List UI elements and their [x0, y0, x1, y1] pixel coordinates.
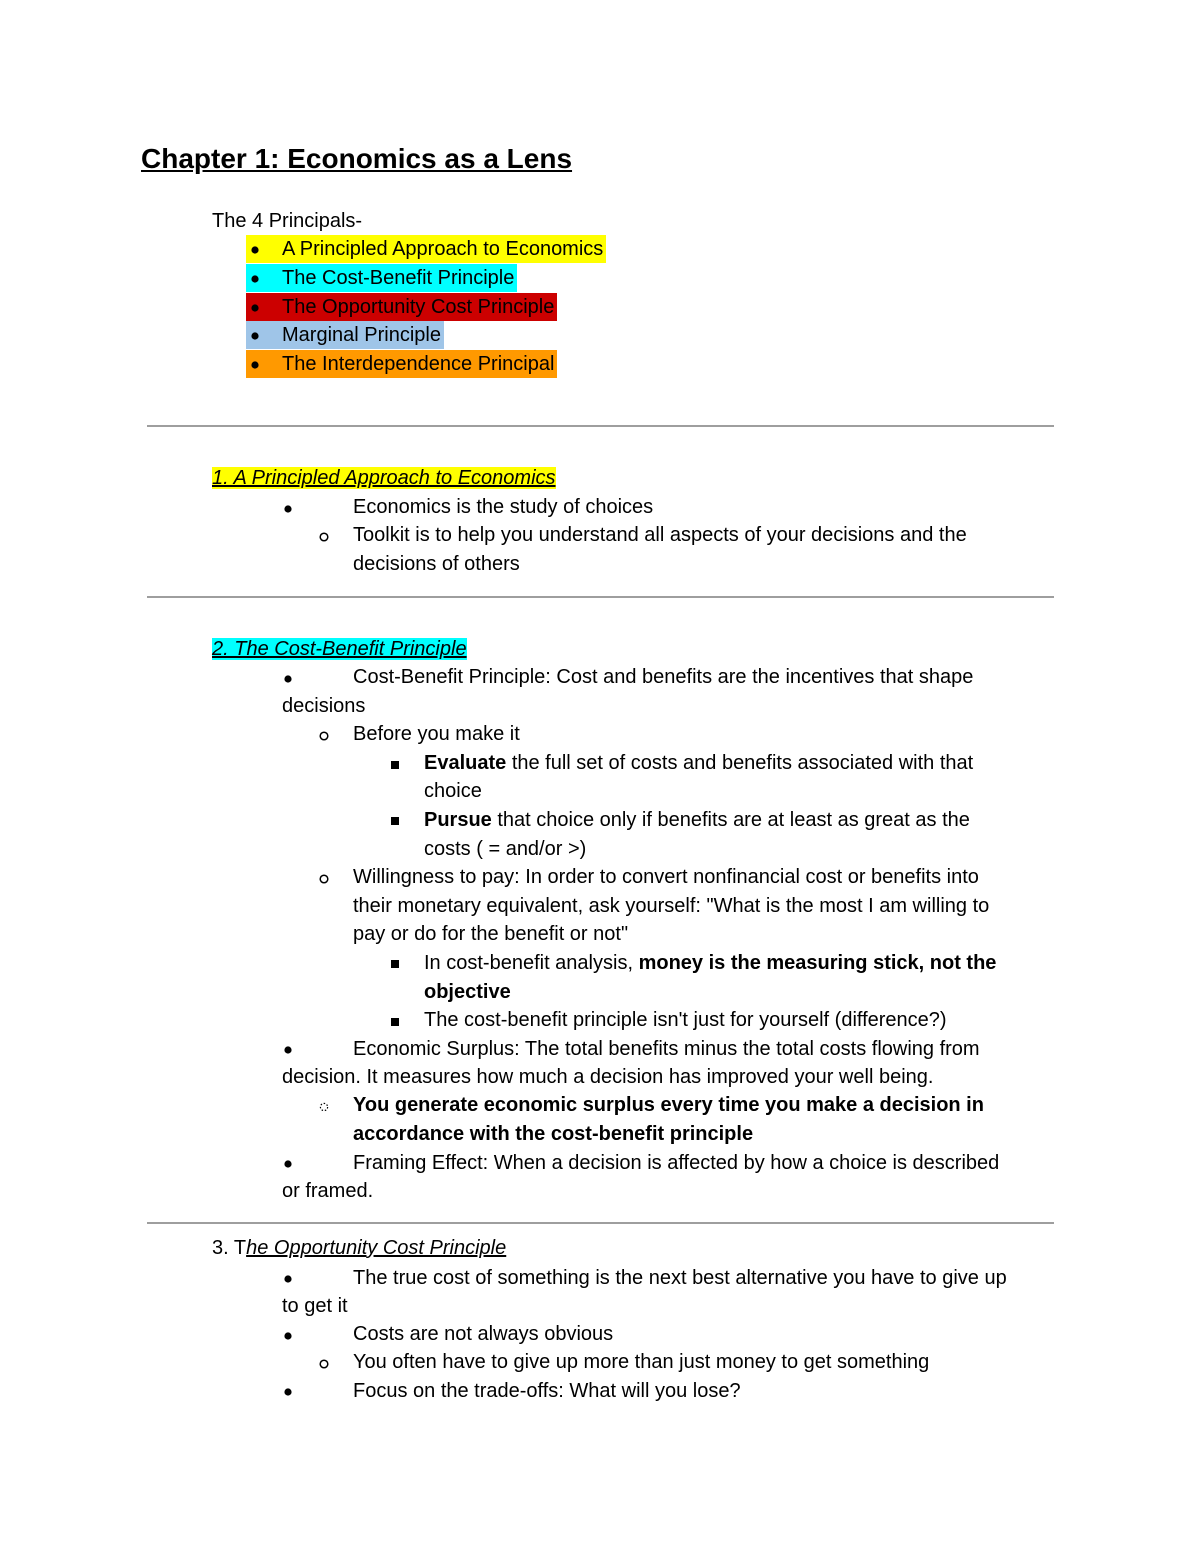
- list-item: Willingness to pay: In order to convert nonfinancial cost or benefits into: [353, 866, 979, 888]
- hollow-bullet-icon: [319, 1359, 329, 1369]
- divider: [147, 1222, 1054, 1224]
- principle-item-label: A Principled Approach to Economics: [282, 238, 604, 260]
- bold-text: Evaluate: [424, 752, 507, 774]
- filled-bullet-icon: [250, 331, 260, 341]
- text: the full set of costs and benefits associated with that: [506, 752, 974, 774]
- list-item: You often have to give up more than just money to get something: [353, 1351, 930, 1373]
- list-item-continued: costs ( = and/or >): [424, 838, 587, 860]
- text: In cost-benefit analysis,: [424, 952, 639, 974]
- principle-item-3: [246, 293, 557, 321]
- list-item: Costs are not always obvious: [353, 1323, 614, 1345]
- list-item-continued: pay or do for the benefit or not": [353, 923, 629, 945]
- principle-item-1: [246, 235, 606, 263]
- filled-bullet-icon: [283, 504, 293, 514]
- list-item-continued: decision. It measures how much a decision has improved your well being.: [282, 1066, 934, 1088]
- list-item: [424, 749, 973, 777]
- list-item: Before you make it: [353, 723, 520, 745]
- list-item: [424, 949, 996, 977]
- section-1-heading: [212, 464, 556, 492]
- square-bullet-icon: [390, 816, 400, 826]
- list-item: Toolkit is to help you understand all aspects of your decisions and the: [353, 524, 967, 546]
- principle-item-label: Marginal Principle: [282, 324, 441, 346]
- bold-text: money is the measuring stick, not the: [638, 952, 997, 974]
- section-2-heading: [212, 635, 467, 663]
- filled-bullet-icon: [250, 303, 260, 313]
- list-item-continued: their monetary equivalent, ask yourself: "What is the most I am willing to: [353, 895, 990, 917]
- list-item-continued: [424, 978, 511, 1006]
- bold-text: Pursue: [424, 809, 492, 831]
- filled-bullet-icon: [283, 1159, 293, 1169]
- filled-bullet-icon: [283, 674, 293, 684]
- filled-bullet-icon: [283, 1331, 293, 1341]
- bold-text: objective: [424, 981, 511, 1003]
- list-item-continued: decisions: [282, 695, 366, 717]
- list-item: The cost-benefit principle isn't just for yourself (difference?): [424, 1009, 947, 1031]
- filled-bullet-icon: [283, 1045, 293, 1055]
- list-item-continued: or framed.: [282, 1180, 374, 1202]
- dotted-bullet-icon: [319, 1102, 329, 1112]
- principle-item-label: The Interdependence Principal: [282, 353, 555, 375]
- hollow-bullet-icon: [319, 532, 329, 542]
- filled-bullet-icon: [250, 274, 260, 284]
- list-item-continued: decisions of others: [353, 553, 520, 575]
- list-item: [424, 806, 970, 834]
- hollow-bullet-icon: [319, 731, 329, 741]
- bold-text: accordance with the cost-benefit principle: [353, 1123, 754, 1145]
- principles-label: The 4 Principals-: [212, 210, 363, 232]
- page-title: Chapter 1: Economics as a Lens: [141, 143, 573, 174]
- list-item: Focus on the trade-offs: What will you lose?: [353, 1380, 741, 1402]
- square-bullet-icon: [390, 1017, 400, 1027]
- principle-item-4: [246, 321, 444, 349]
- heading-prefix: 3. T: [212, 1237, 247, 1259]
- divider: [147, 425, 1054, 427]
- filled-bullet-icon: [283, 1274, 293, 1284]
- list-item-continued: to get it: [282, 1295, 348, 1317]
- principle-item-label: The Cost-Benefit Principle: [282, 267, 515, 289]
- square-bullet-icon: [390, 959, 400, 969]
- bold-text: You generate economic surplus every time you make a decision in: [353, 1094, 984, 1116]
- list-item-continued: choice: [424, 780, 482, 802]
- filled-bullet-icon: [250, 360, 260, 370]
- section-2-heading-text: 2. The Cost-Benefit Principle: [212, 638, 467, 660]
- divider: [147, 596, 1054, 598]
- heading-rest: he Opportunity Cost Principle: [246, 1237, 507, 1259]
- section-1-heading-text: 1. A Principled Approach to Economics: [212, 467, 556, 489]
- principle-item-2: [246, 264, 517, 292]
- principle-item-label: The Opportunity Cost Principle: [282, 296, 555, 318]
- list-item: [353, 1091, 984, 1119]
- list-item: Cost-Benefit Principle: Cost and benefits are the incentives that shape: [353, 666, 974, 688]
- filled-bullet-icon: [283, 1387, 293, 1397]
- square-bullet-icon: [390, 760, 400, 770]
- section-3-heading: [212, 1234, 506, 1262]
- list-item: Economics is the study of choices: [353, 496, 654, 518]
- list-item: The true cost of something is the next best alternative you have to give up: [353, 1267, 1007, 1289]
- list-item-continued: [353, 1120, 753, 1148]
- principle-item-5: [246, 350, 557, 378]
- filled-bullet-icon: [250, 245, 260, 255]
- list-item: Framing Effect: When a decision is affected by how a choice is described: [353, 1152, 1000, 1174]
- text: that choice only if benefits are at least as great as the: [491, 809, 970, 831]
- list-item: Economic Surplus: The total benefits minus the total costs flowing from: [353, 1038, 980, 1060]
- hollow-bullet-icon: [319, 874, 329, 884]
